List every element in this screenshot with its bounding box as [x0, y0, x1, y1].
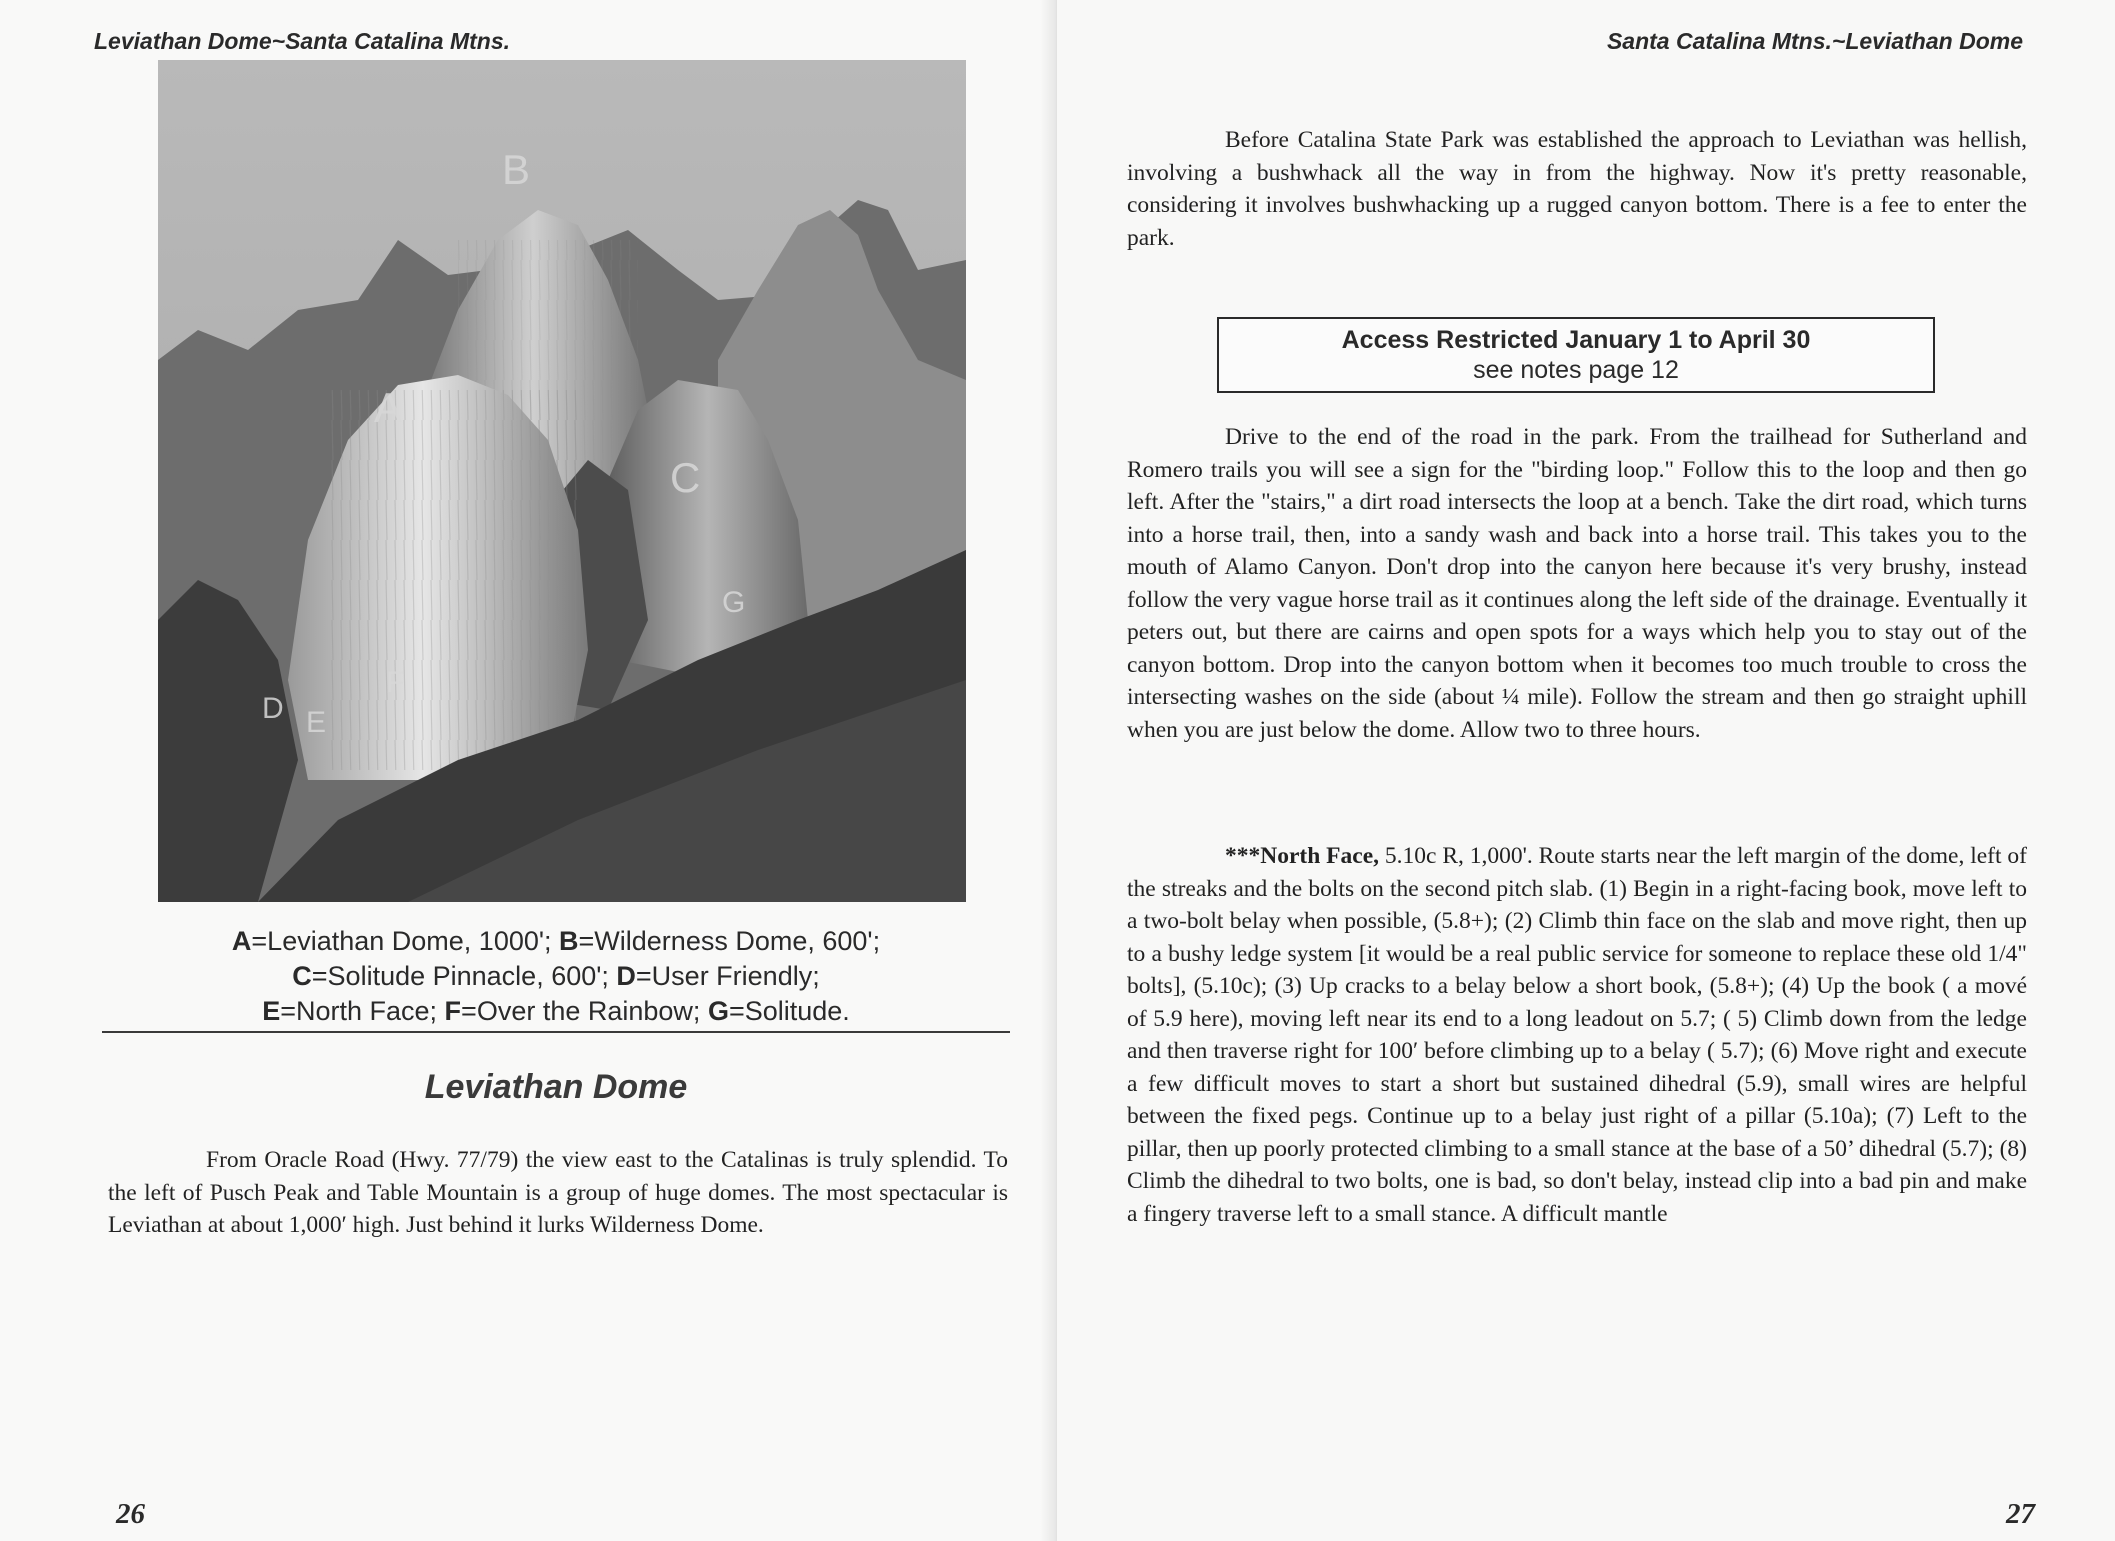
caption-text: =Leviathan Dome, 1000';: [251, 926, 560, 956]
caption-text: =Solitude Pinnacle, 600';: [311, 961, 617, 991]
left-running-head: Leviathan Dome~Santa Catalina Mtns.: [94, 28, 511, 54]
right-running-head: Santa Catalina Mtns.~Leviathan Dome: [1606, 28, 2023, 54]
access-title: Access Restricted January 1 to April 30: [1341, 326, 1811, 354]
route-name: ***North Face,: [1225, 843, 1380, 869]
caption-key: F: [444, 996, 462, 1026]
caption-key: E: [262, 996, 281, 1026]
photo-label-b: B: [502, 146, 531, 193]
approach-directions-paragraph: Drive to the end of the road in the park. From the trailhead for Sutherland and Romero trails you will see a sign for the "birding loop." Follow this to the loop and then go left. After the "stairs," a dirt road intersects the loop at a bench. Take the dirt road, which turns into a horse trail, then, into a sandy wash and back into a horse trail. This takes you to the mouth of Alamo Canyon. Don't drop into the canyon here because it's very brushy, instead follow the very vague horse trail as it continues along the left side of the drainage. Eventually it peters out, but there are cairns and open spots for a ways which help you to stay out of the canyon bottom. Drop into the canyon bottom when it becomes too much trouble to cross the intersecting washes on the side (about ¼ mile). Follow the stream and then go straight uphill when you are just below the dome. Allow two to three hours.: [1127, 424, 2027, 743]
section-title: Leviathan Dome: [424, 1068, 688, 1106]
photo-label-e: E: [306, 706, 327, 739]
caption-line-1: [102, 924, 1010, 959]
page-number-right: 27: [2006, 1498, 2035, 1530]
caption-text: =Wilderness Dome, 600';: [578, 926, 881, 956]
caption-line-2: [102, 959, 1010, 994]
caption-text: =Solitude.: [728, 996, 850, 1026]
photo-label-f: F: [386, 666, 405, 699]
caption-line-3: [102, 994, 1010, 1029]
caption-text: =Over the Rainbow;: [461, 996, 708, 1026]
photo-label-d: D: [262, 692, 284, 725]
caption-divider: [102, 1031, 1010, 1033]
access-subtitle: see notes page 12: [1473, 356, 1679, 384]
page-number-left: 26: [116, 1498, 145, 1530]
photo-label-a: A: [374, 384, 403, 431]
caption-key: G: [707, 996, 729, 1026]
caption-key: B: [559, 926, 579, 956]
access-restriction-box: [1217, 317, 1935, 393]
route-description: 5.10c R, 1,000'. Route starts near the left margin of the dome, left of the streaks and the bolts on the second pitch slab. (1) Begin in a right-facing book, move left to a two-bolt belay when possible, (5.8+); (2) Climb thin face on the slab and move right, then up to a bushy ledge system [it would be a real public service for someone to replace these old 1/4" bolts], (5.10c); (3) Up cracks to a belay below a short book, (5.8+); (4) Up the book ( a mové of 5.9 here), moving left near its end to a long leadout on 5.7; ( 5) Climb down from the ledge and then traverse right for 100′ before climbing up to a belay ( 5.7); (6) Move right and execute a few difficult moves to start a short but sustained dihedral (5.9), small wires are helpful between the fixed pegs. Continue up to a belay just right of a pillar (5.10a); (7) Left to the pillar, then up poorly protected climbing to a small stance at the base of a 50’ dihedral (5.7); (8) Climb the dihedral to two bolts, one is bad, so don't belay, instead clip into a bad pin and make a fingery traverse left to a small stance. A difficult mantle: [1127, 843, 2027, 1227]
north-face-route-paragraph: [1127, 840, 2027, 1230]
caption-key: A: [231, 926, 252, 956]
leviathan-dome-photo: [158, 60, 966, 902]
caption-text: =User Friendly;: [635, 961, 820, 991]
photo-label-g: G: [722, 586, 746, 619]
caption-key: C: [292, 961, 312, 991]
approach-history-paragraph: Before Catalina State Park was established the approach to Leviathan was hellish, involving a bushwhack all the way in from the highway. Now it's pretty reasonable, considering it involves bushwhacking up a rugged canyon bottom. There is a fee to enter the park.: [1127, 127, 2027, 251]
left-page: [0, 0, 1057, 1541]
caption-text: =North Face;: [280, 996, 445, 1026]
caption-key: D: [616, 961, 636, 991]
intro-paragraph: From Oracle Road (Hwy. 77/79) the view east to the Catalinas is truly splendid. To the left of Pusch Peak and Table Mountain is a group of huge domes. The most spectacular is Leviathan at about 1,000′ high. Just behind it lurks Wilderness Dome.: [108, 1147, 1008, 1238]
photo-caption: [102, 924, 1010, 1029]
photo-label-c: C: [670, 454, 701, 501]
